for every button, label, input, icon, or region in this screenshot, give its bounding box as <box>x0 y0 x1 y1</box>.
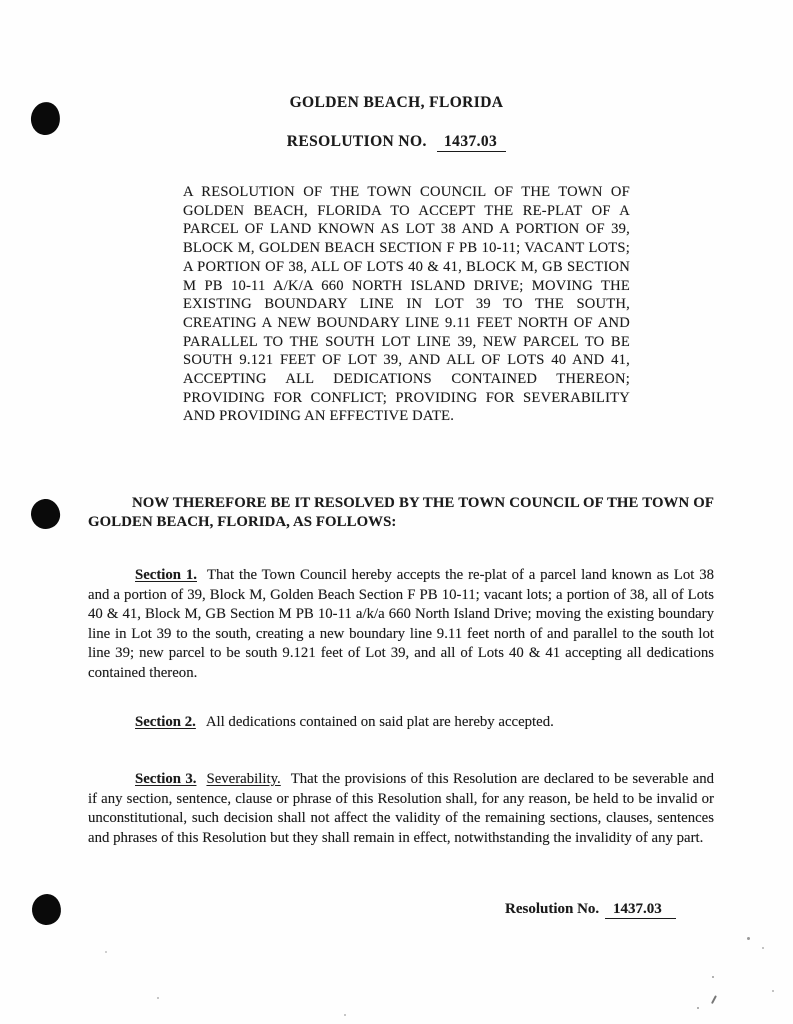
section-3-paragraph <box>88 770 714 848</box>
section-1-label: Section 1. <box>135 567 197 583</box>
resolved-clause: NOW THEREFORE BE IT RESOLVED BY THE TOWN COUNCIL OF THE TOWN OF GOLDEN BEACH, FLORIDA, AS FOLLOWS: <box>88 495 714 530</box>
scan-speckle <box>712 976 714 978</box>
footer-resolution-label: Resolution No. <box>505 901 600 917</box>
document-title: GOLDEN BEACH, FLORIDA <box>289 94 504 111</box>
resolution-label: RESOLUTION NO. <box>286 133 427 150</box>
hole-punch-icon <box>30 498 62 531</box>
section-3-sublabel: Severability. <box>206 771 281 787</box>
scan-speckle <box>344 1014 346 1016</box>
resolution-number: 1437.03 <box>437 133 506 152</box>
scan-speckle <box>772 990 774 992</box>
resolution-number-heading <box>0 133 793 151</box>
scan-speckle <box>157 997 159 999</box>
scan-speckle <box>697 1007 699 1009</box>
section-2-label: Section 2. <box>135 714 196 730</box>
footer-resolution-value: 1437.03 <box>605 901 676 919</box>
scan-speckle <box>105 951 107 953</box>
scan-scratch-mark <box>711 995 717 1004</box>
scan-speckle <box>762 947 764 949</box>
section-1-paragraph <box>88 566 714 684</box>
section-1-body: That the Town Council hereby accepts the re-plat of a parcel land known as Lot 38 and a portion of 39, Block M, Golden Beach Section F PB 10-11; vacant lots; a portion of 38, all of Lots 40 & 41, Block M, GB Section M PB 10-11 a/k/a 660 North Island Drive; moving the existing boundary line in Lot 39 to the south, creating a new boundary line 9.11 feet north of and parallel to the south lot line 39; new parcel to be south 9.121 feet of Lot 39, and all of Lots 40 & 41 accepting all dedications contained thereon. <box>88 567 714 681</box>
scan-speckle <box>747 937 750 940</box>
hole-punch-icon <box>31 893 62 926</box>
footer-resolution-number <box>505 901 676 918</box>
section-3-label: Section 3. <box>135 771 197 787</box>
section-2-paragraph <box>88 713 714 733</box>
section-2-body: All dedications contained on said plat are hereby accepted. <box>205 714 554 730</box>
section-3-body: That the provisions of this Resolution are declared to be severable and if any section, sentence, clause or phrase of this Resolution shall, for any reason, be held to be invalid or unconstitutional, such decision shall not affect the validity of the remaining sections, clauses, sentences and phrases of this Resolution but they shall remain in effect, notwithstanding the invalidity of any part. <box>88 771 714 846</box>
preamble-paragraph: A RESOLUTION OF THE TOWN COUNCIL OF THE TOWN OF GOLDEN BEACH, FLORIDA TO ACCEPT THE RE-PLAT OF A PARCEL OF LAND KNOWN AS LOT 38 AND A PORTION OF 39, BLOCK M, GOLDEN BEACH SECTION F PB 10-11; VACANT LOTS; A PORTION OF 38, ALL OF LOTS 40 & 41, BLOCK M, GB SECTION M PB 10-11 A/K/A 660 NORTH ISLAND DRIVE; MOVING THE EXISTING BOUNDARY LINE IN LOT 39 TO THE SOUTH, CREATING A NEW BOUNDARY LINE 9.11 FEET NORTH OF AND PARALLEL TO THE SOUTH LOT LINE 39, NEW PARCEL TO BE SOUTH 9.121 FEET OF LOT 39, AND ALL OF LOTS 40 AND 41, ACCEPTING ALL DEDICATIONS CONTAINED THEREON; PROVIDING FOR CONFLICT; PROVIDING FOR SEVERABILITY AND PROVIDING AN EFFECTIVE DATE. <box>183 184 630 425</box>
